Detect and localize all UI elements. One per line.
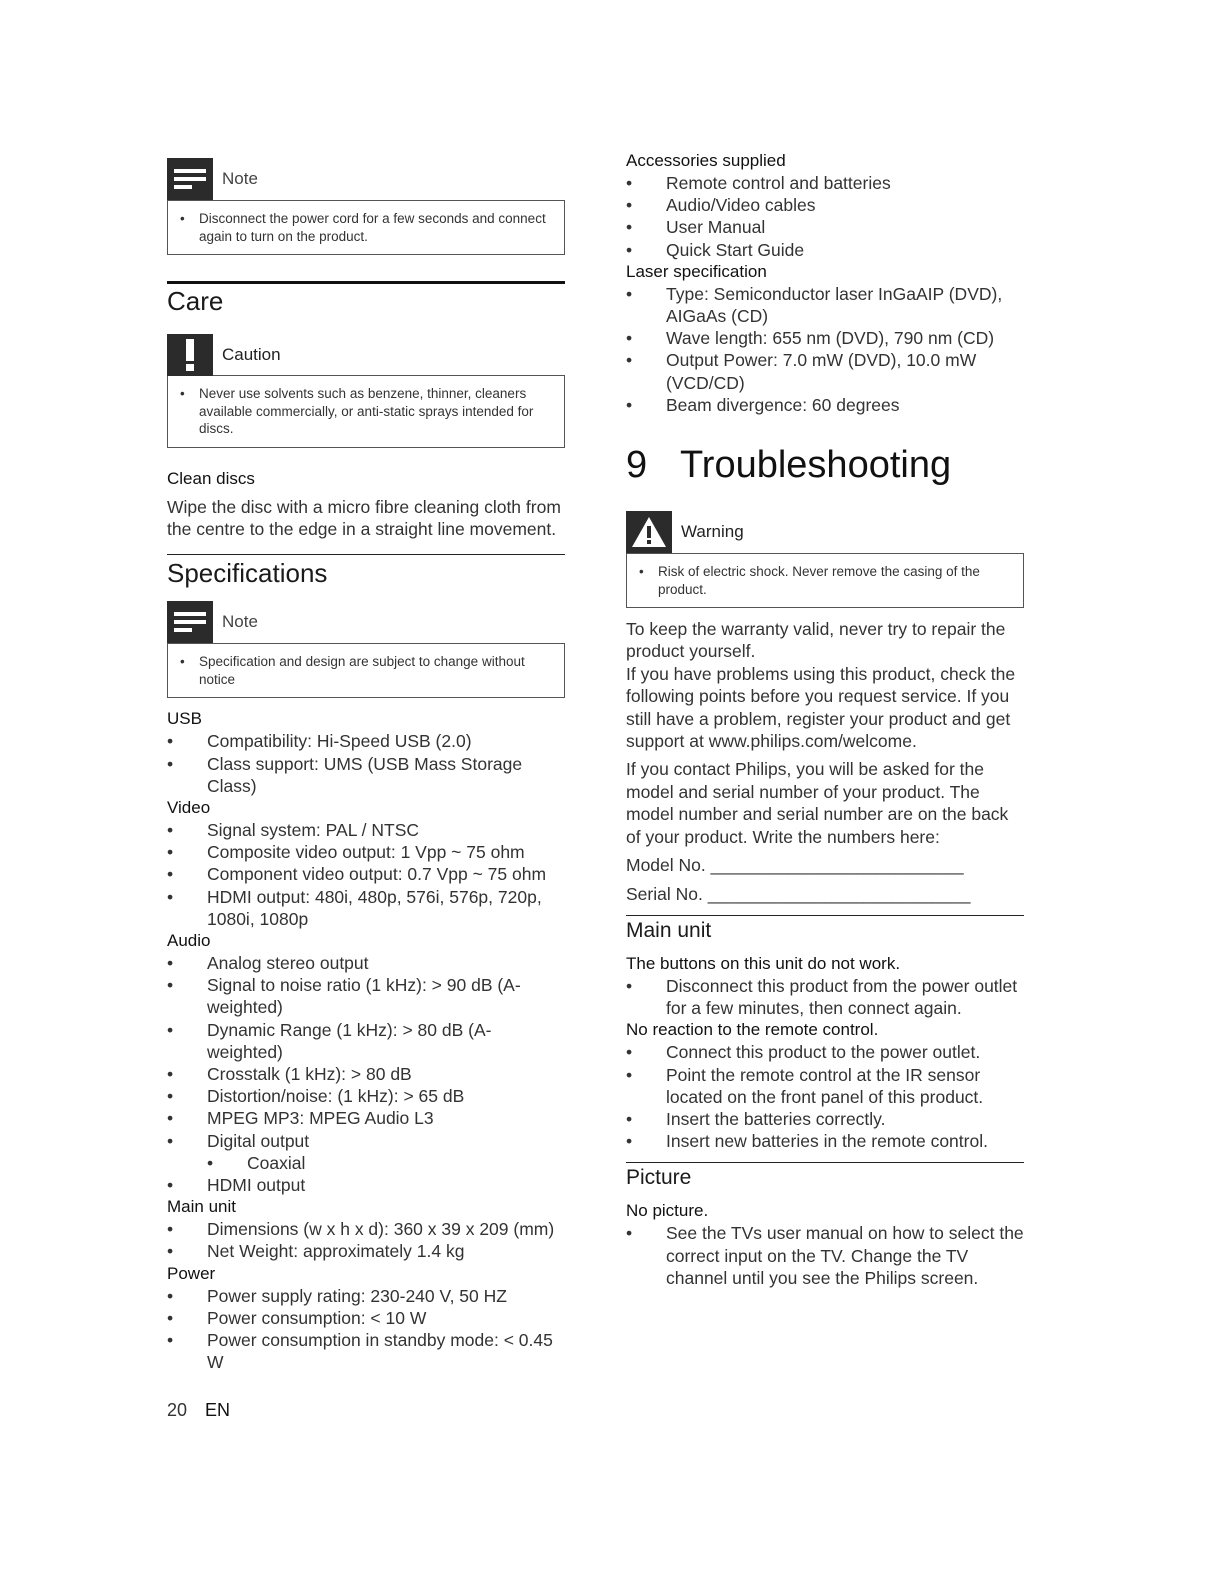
list-item: • Type: Semiconductor laser InGaAIP (DVD), AIGaAs (CD) xyxy=(626,283,1003,327)
list-item: • See the TVs user manual on how to select the correct input on the TV. Change the TV channel until you see the Philips screen. xyxy=(626,1223,1024,1288)
warning-box: Warning • Risk of electric shock. Never remove the casing of the product. xyxy=(626,511,1024,608)
list-item: • Power consumption in standby mode: < 0.45 W xyxy=(167,1329,553,1373)
specifications-heading: Specifications xyxy=(167,558,328,589)
list-item: • Digital output xyxy=(167,1130,310,1151)
list-item: • Net Weight: approximately 1.4 kg xyxy=(167,1241,465,1262)
exclamation-icon xyxy=(167,334,213,376)
chapter-number: 9 xyxy=(626,444,648,487)
power-heading: Power xyxy=(167,1263,216,1283)
note-label: Note xyxy=(222,169,258,188)
list-item: • Class support: UMS (USB Mass Storage Class) xyxy=(167,753,523,796)
note-icon xyxy=(167,158,213,200)
list-item: • Component video output: 0.7 Vpp ~ 75 ohm xyxy=(167,864,547,885)
model-number-line: Model No. __________________________ xyxy=(626,855,964,876)
note-label: Note xyxy=(222,612,258,632)
note-box-2: Note • Specification and design are subject to change without notice xyxy=(167,601,565,698)
note-box-1: Note • Disconnect the power cord for a few seconds and connect again to turn on the product. xyxy=(167,158,565,255)
right-column xyxy=(626,150,1024,1289)
note-text: Disconnect the power cord for a few seconds and connect again to turn on the product. xyxy=(199,211,546,244)
list-item: • Quick Start Guide xyxy=(626,239,805,260)
warning-triangle-icon xyxy=(626,511,672,553)
note-text: Specification and design are subject to change without notice xyxy=(199,654,525,687)
problems-text: If you have problems using this product, check the following points before you request service. If you still have a problem, register your product and get support at www.philips.com/welcome. xyxy=(626,663,1016,752)
list-item: • Signal system: PAL / NTSC xyxy=(167,819,420,840)
list-item: • Dimensions (w x h x d): 360 x 39 x 209 (mm) xyxy=(167,1219,555,1240)
list-item: • Disconnect this product from the power outlet for a few minutes, then connect again. xyxy=(626,975,1018,1019)
video-heading: Video xyxy=(167,797,211,817)
warning-label: Warning xyxy=(681,522,744,542)
audio-heading: Audio xyxy=(167,930,211,950)
list-item: • HDMI output xyxy=(167,1174,306,1195)
list-item: • User Manual xyxy=(626,217,766,238)
list-item: • Analog stereo output xyxy=(167,952,369,973)
left-column xyxy=(167,158,565,1373)
laser-heading: Laser specification xyxy=(626,261,767,281)
list-item: • Composite video output: 1 Vpp ~ 75 ohm xyxy=(167,842,525,863)
list-item: • Distortion/noise: (1 kHz): > 65 dB xyxy=(167,1086,465,1107)
list-item: • Power consumption: < 10 W xyxy=(167,1307,427,1328)
clean-discs-text: Wipe the disc with a micro fibre cleaning cloth from the centre to the edge in a straight line movement. xyxy=(167,496,561,539)
main-unit-spec-heading: Main unit xyxy=(167,1197,236,1217)
main-unit-heading: Main unit xyxy=(626,918,712,942)
accessories-heading: Accessories supplied xyxy=(626,151,786,170)
clean-discs-heading: Clean discs xyxy=(167,468,255,488)
question-heading: The buttons on this unit do not work. xyxy=(626,953,901,973)
list-item: • Output Power: 7.0 mW (DVD), 10.0 mW (VCD/CD) xyxy=(626,350,977,393)
warranty-text: To keep the warranty valid, never try to repair the product yourself. xyxy=(626,619,1006,662)
serial-number-line: Serial No. ___________________________ xyxy=(626,883,971,904)
warning-text: Risk of electric shock. Never remove the casing of the product. xyxy=(658,564,980,597)
list-item: • Beam divergence: 60 degrees xyxy=(626,394,900,415)
list-item: • Audio/Video cables xyxy=(626,195,816,216)
list-item: • Point the remote control at the IR sensor located on the front panel of this product. xyxy=(626,1064,984,1107)
list-item: • Crosstalk (1 kHz): > 80 dB xyxy=(167,1063,412,1084)
list-item-nested: • Coaxial xyxy=(207,1152,306,1173)
list-item: • Compatibility: Hi-Speed USB (2.0) xyxy=(167,731,472,752)
usb-heading: USB xyxy=(167,709,202,729)
list-item: • Signal to noise ratio (1 kHz): > 90 dB (A-weighted) xyxy=(167,975,521,1018)
chapter-heading: Troubleshooting xyxy=(680,444,952,487)
picture-heading: Picture xyxy=(626,1166,692,1190)
list-item: • HDMI output: 480i, 480p, 576i, 576p, 720p, 1080i, 1080p xyxy=(167,886,542,929)
list-item: • Power supply rating: 230-240 V, 50 HZ xyxy=(167,1285,507,1306)
chapter-title xyxy=(626,444,1024,487)
page-footer xyxy=(167,1400,230,1421)
caution-label: Caution xyxy=(222,345,281,364)
contact-text: If you contact Philips, you will be asked for the model and serial number of your product. The model number and serial number are on the back of your product. Write the numbers here: xyxy=(626,759,1009,847)
list-item: • Connect this product to the power outlet. xyxy=(626,1042,981,1063)
caution-text: Never use solvents such as benzene, thinner, cleaners available commercially, or anti-static sprays intended for discs. xyxy=(199,386,534,436)
list-item: • Wave length: 655 nm (DVD), 790 nm (CD) xyxy=(626,328,995,349)
page-number: 20 xyxy=(167,1400,188,1420)
list-item: • MPEG MP3: MPEG Audio L3 xyxy=(167,1108,434,1129)
list-item: • Insert the batteries correctly. xyxy=(626,1108,886,1129)
question-heading: No reaction to the remote control. xyxy=(626,1020,879,1040)
list-item: • Insert new batteries in the remote control. xyxy=(626,1131,988,1152)
note-icon xyxy=(167,601,213,643)
list-item: • Dynamic Range (1 kHz): > 80 dB (A-weighted) xyxy=(167,1019,492,1062)
question-heading: No picture. xyxy=(626,1201,709,1221)
list-item: • Remote control and batteries xyxy=(626,173,891,193)
language-code: EN xyxy=(205,1400,231,1420)
caution-box: Caution • Never use solvents such as benzene, thinner, cleaners available commercially, or anti-static sprays intended for discs. xyxy=(167,334,565,448)
care-heading: Care xyxy=(167,286,224,316)
